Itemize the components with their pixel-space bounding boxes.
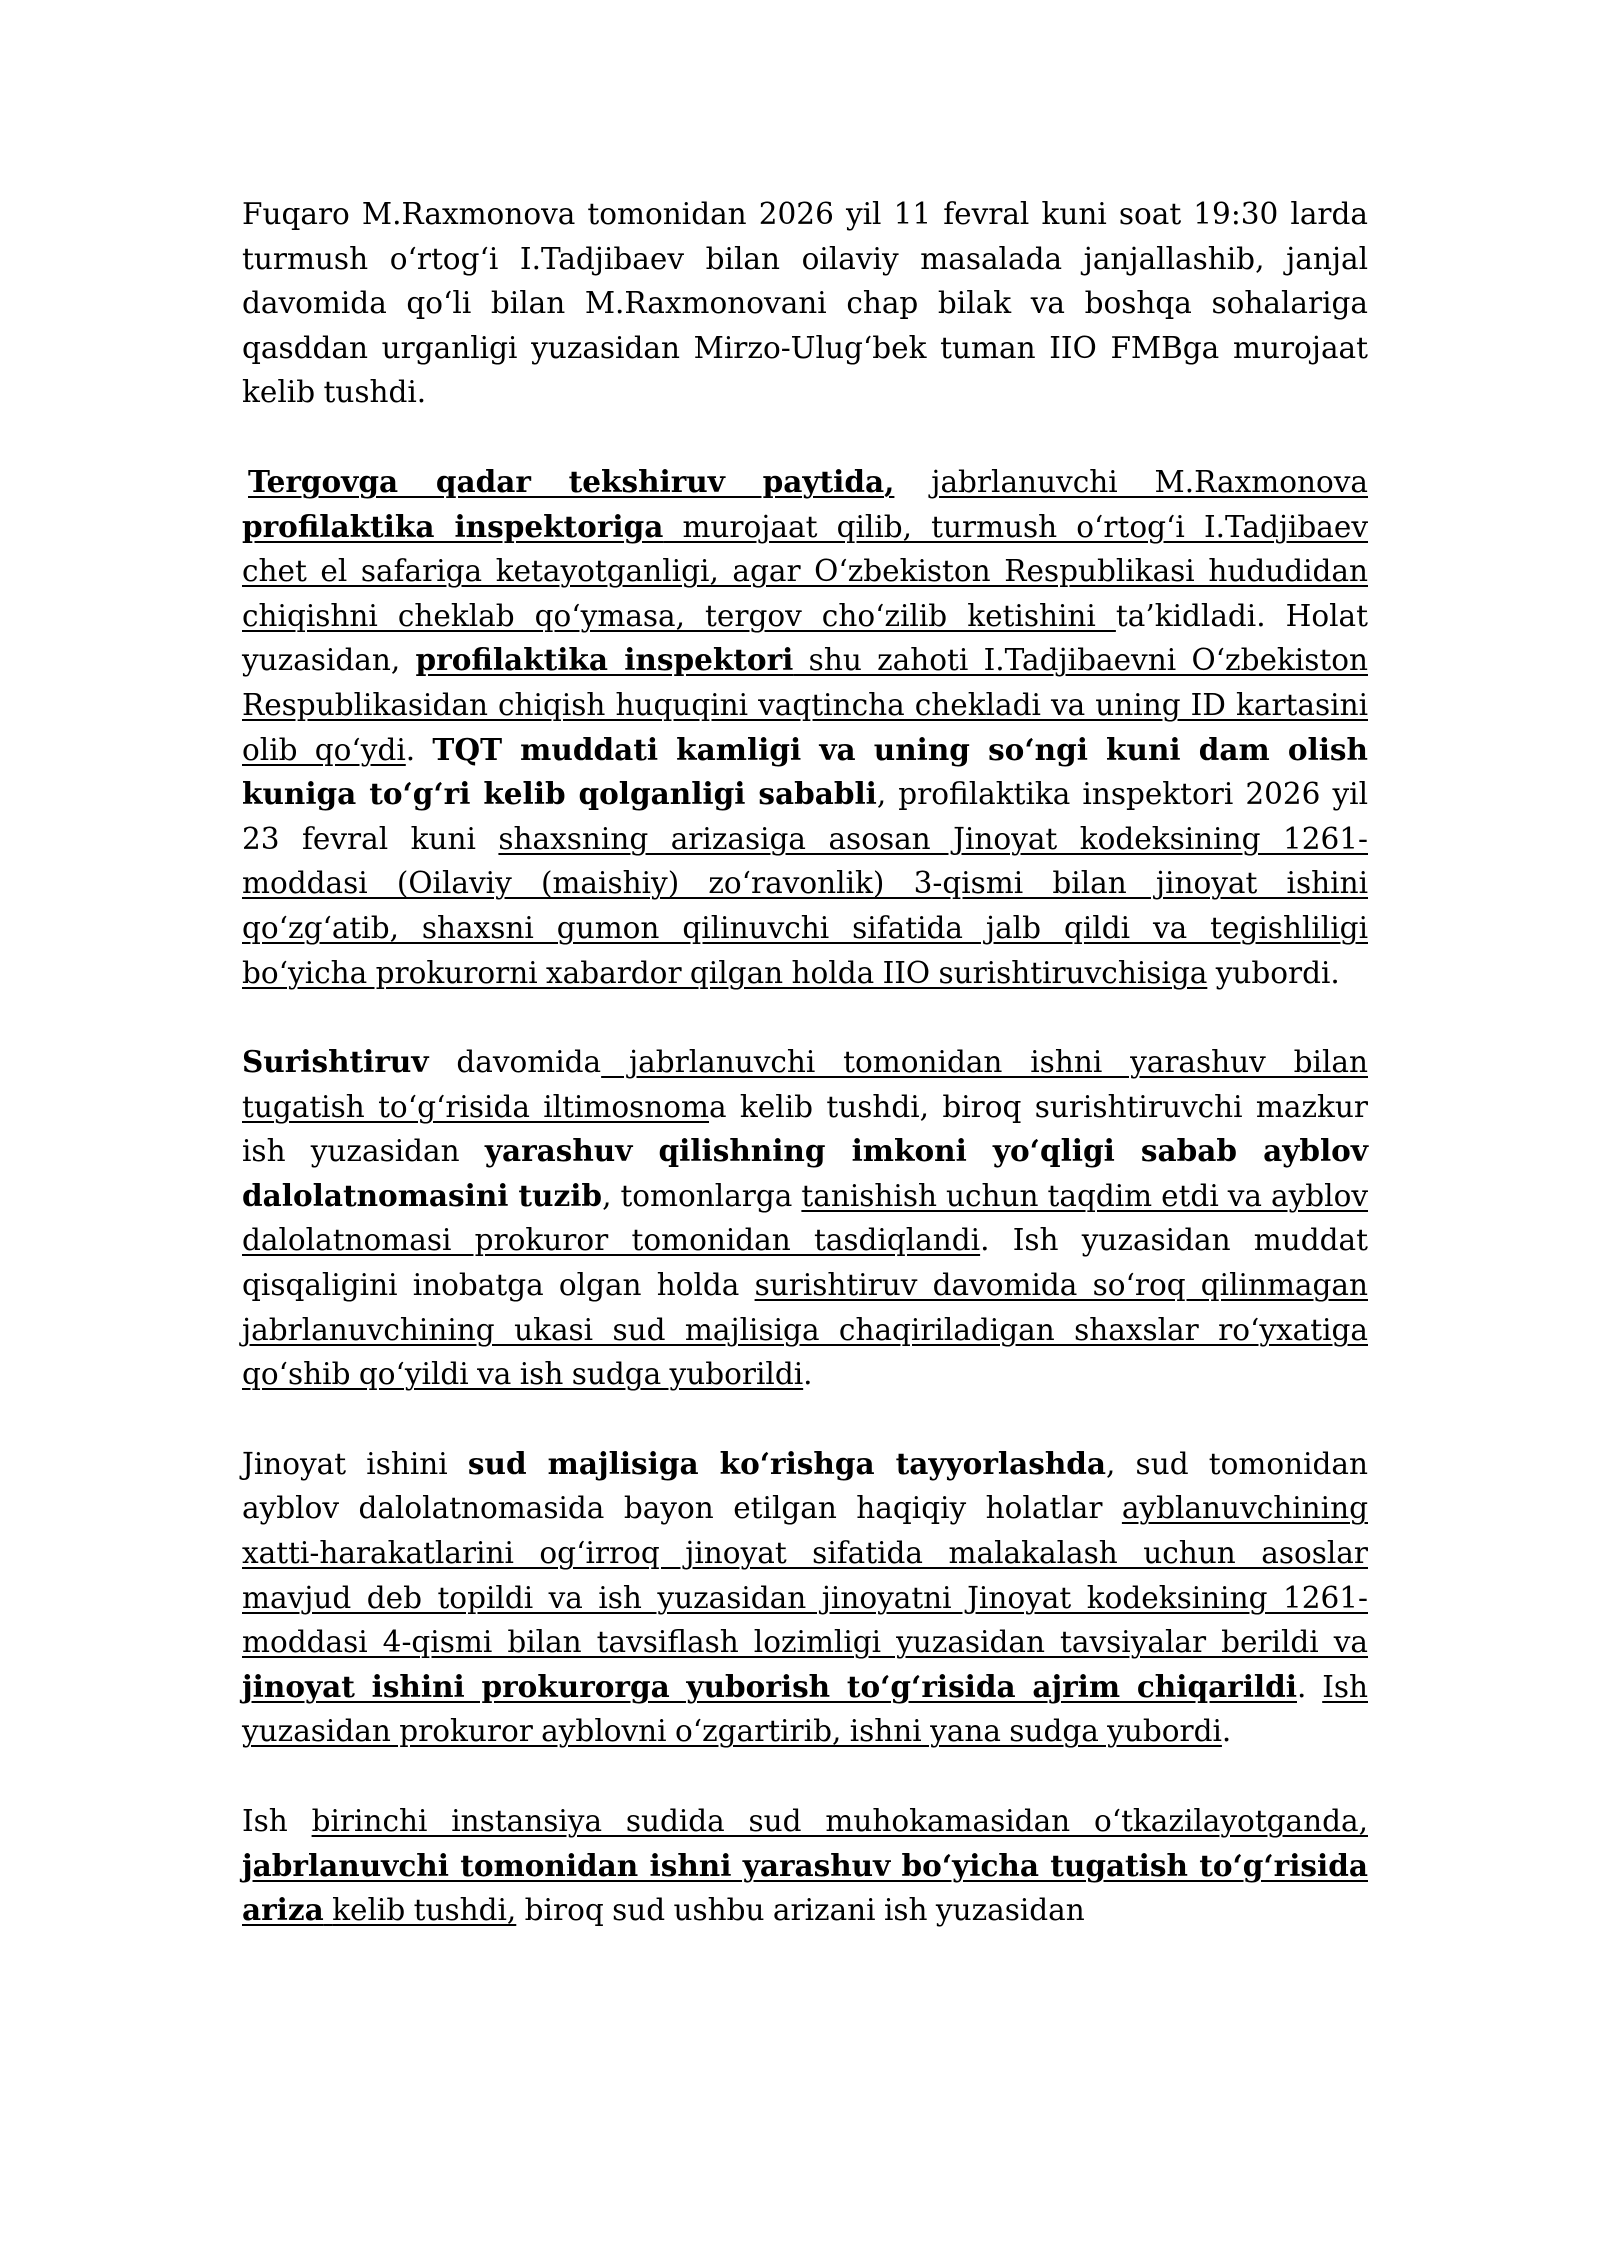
text-run: . [1296, 1669, 1323, 1704]
underlined-run: shaxsning arizasiga asosan Jinoyat kodeksining 1261-moddasi (Oilaviy (maishiy) zoʻravonlik) 3-qismi bilan jinoyat ishini qoʻzgʻatib, shaxsni gumon qilinuvchi sifatida jalb qildi va tegishliligi boʻyicha prokurorni xabardor qilgan holda IIO surishtiruvchisiga [242, 821, 1368, 990]
text-run: davomida [428, 1045, 602, 1080]
underlined-run: surishtiruv davomida soʻroq qilinmagan jabrlanuvchining ukasi sud majlisiga chaqiriladigan shaxslar roʻyxatiga qoʻshib qoʻyildi va ish sudga yuborildi [242, 1268, 1368, 1392]
bold-underlined-run: profilaktika inspektori [415, 642, 794, 678]
paragraph-3 [242, 1040, 1368, 1397]
bold-run: yarashuv qilishning imkoni yoʻqligi sabab ayblov dalolatnomasini tuzib [242, 1133, 1368, 1213]
text-run: . [803, 1357, 813, 1392]
text-run: a kelib tushdi, biroq surishtiruvchi mazkur ish yuzasidan [242, 1089, 1368, 1169]
underlined-run: Ish yuzasidan prokuror ayblovni oʻzgartirib, ishni yana sudga yubordi [242, 1669, 1368, 1749]
paragraph-5 [242, 1799, 1368, 1933]
text-run [894, 465, 931, 499]
text-run: ta’kidladi. Holat yuzasidan, [242, 598, 1368, 678]
underlined-run: murojaat qilib, turmush oʻrtogʻi I.Tadjibaev chet el safariga ketayotganligi, agar Oʻzbekiston Respublikasi hududidan chiqishni cheklab qoʻymasa, tergov choʻzilib ketishini [242, 509, 1369, 633]
bold-run: Surishtiruv [242, 1044, 429, 1080]
bold-underlined-run: jabrlanuvchi tomonidan ishni yarashuv boʻyicha tugatish toʻgʻrisida ariza [242, 1847, 1368, 1928]
text-run: Jinoyat ishini [242, 1446, 468, 1481]
underlined-run: shu zahoti I.Tadjibaevni Oʻzbekiston Respublikasidan chiqish huquqini vaqtincha chekladi va uning ID kartasini olib qoʻydi [242, 643, 1368, 767]
text-run: Ish [242, 1804, 312, 1838]
bold-underlined-run: Tergovga qadar tekshiruv paytida, [248, 463, 895, 499]
document-page [242, 192, 1368, 1933]
paragraph-4 [242, 1442, 1368, 1754]
text-run: yubordi. [1207, 955, 1340, 990]
text-run: biroq sud ushbu arizani ish yuzasidan [516, 1893, 1085, 1928]
underlined-run: kelib tushdi, [332, 1893, 517, 1928]
text-run: Fuqaro M.Raxmonova tomonidan 2026 yil 11 fevral kuni soat 19:30 larda turmush oʻrtogʻi I.Tadjibaev bilan oilaviy masalada janjallashib, janjal davomida qoʻli bilan M.Raxmonovani chap bilak va boshqa sohalariga qasddan urganligi yuzasidan Mirzo-Ulugʻbek tuman IIO FMBga murojaat kelib tushdi. [242, 197, 1368, 410]
bold-underlined-run: profilaktika inspektoriga [242, 508, 664, 544]
underlined-run: jabrlanuvchi M.Raxmonova [931, 464, 1368, 499]
underlined-run [324, 1893, 332, 1927]
paragraph-2 [242, 460, 1368, 995]
bold-run: sud majlisiga koʻrishga tayyorlashda [467, 1445, 1107, 1481]
underlined-run: ayblanuvchining xatti-harakatlarini ogʻirroq jinoyat sifatida malakalash uchun asoslar mavjud deb topildi va ish yuzasidan jinoyatni Jinoyat kodeksining 1261-moddasi 4-qismi bilan tavsiflash lozimligi yuzasidan tavsiyalar berildi va [242, 1491, 1368, 1660]
text-run: . [405, 732, 433, 767]
paragraph-1 [242, 192, 1368, 415]
text-run: . Ish yuzasidan muddat qisqaligini inobatga olgan holda [242, 1223, 1368, 1303]
underlined-run: jabrlanuvchi tomonidan ishni yarashuv bilan tugatish toʻgʻrisida iltimosnom [242, 1045, 1368, 1124]
bold-underlined-run: jinoyat ishini prokurorga yuborish toʻgʻrisida ajrim chiqarildi [242, 1668, 1297, 1704]
text-run: . [1221, 1714, 1232, 1749]
underlined-run: birinchi instansiya sudida sud muhokamasidan oʻtkazilayotganda, [311, 1804, 1368, 1838]
underlined-run: tanishish uchun taqdim etdi va ayblov dalolatnomasi prokuror tomonidan tasdiqlandi [242, 1178, 1369, 1258]
bold-run: TQT muddati kamligi va uning soʻngi kuni dam olish kuniga toʻgʻri kelib qolganligi sababli [242, 731, 1368, 812]
text-run: , profilaktika inspektori 2026 yil 23 fevral kuni [242, 777, 1368, 856]
text-run: , sud tomonidan ayblov dalolatnomasida bayon etilgan haqiqiy holatlar [242, 1446, 1368, 1526]
text-run: , tomonlarga [602, 1178, 802, 1213]
